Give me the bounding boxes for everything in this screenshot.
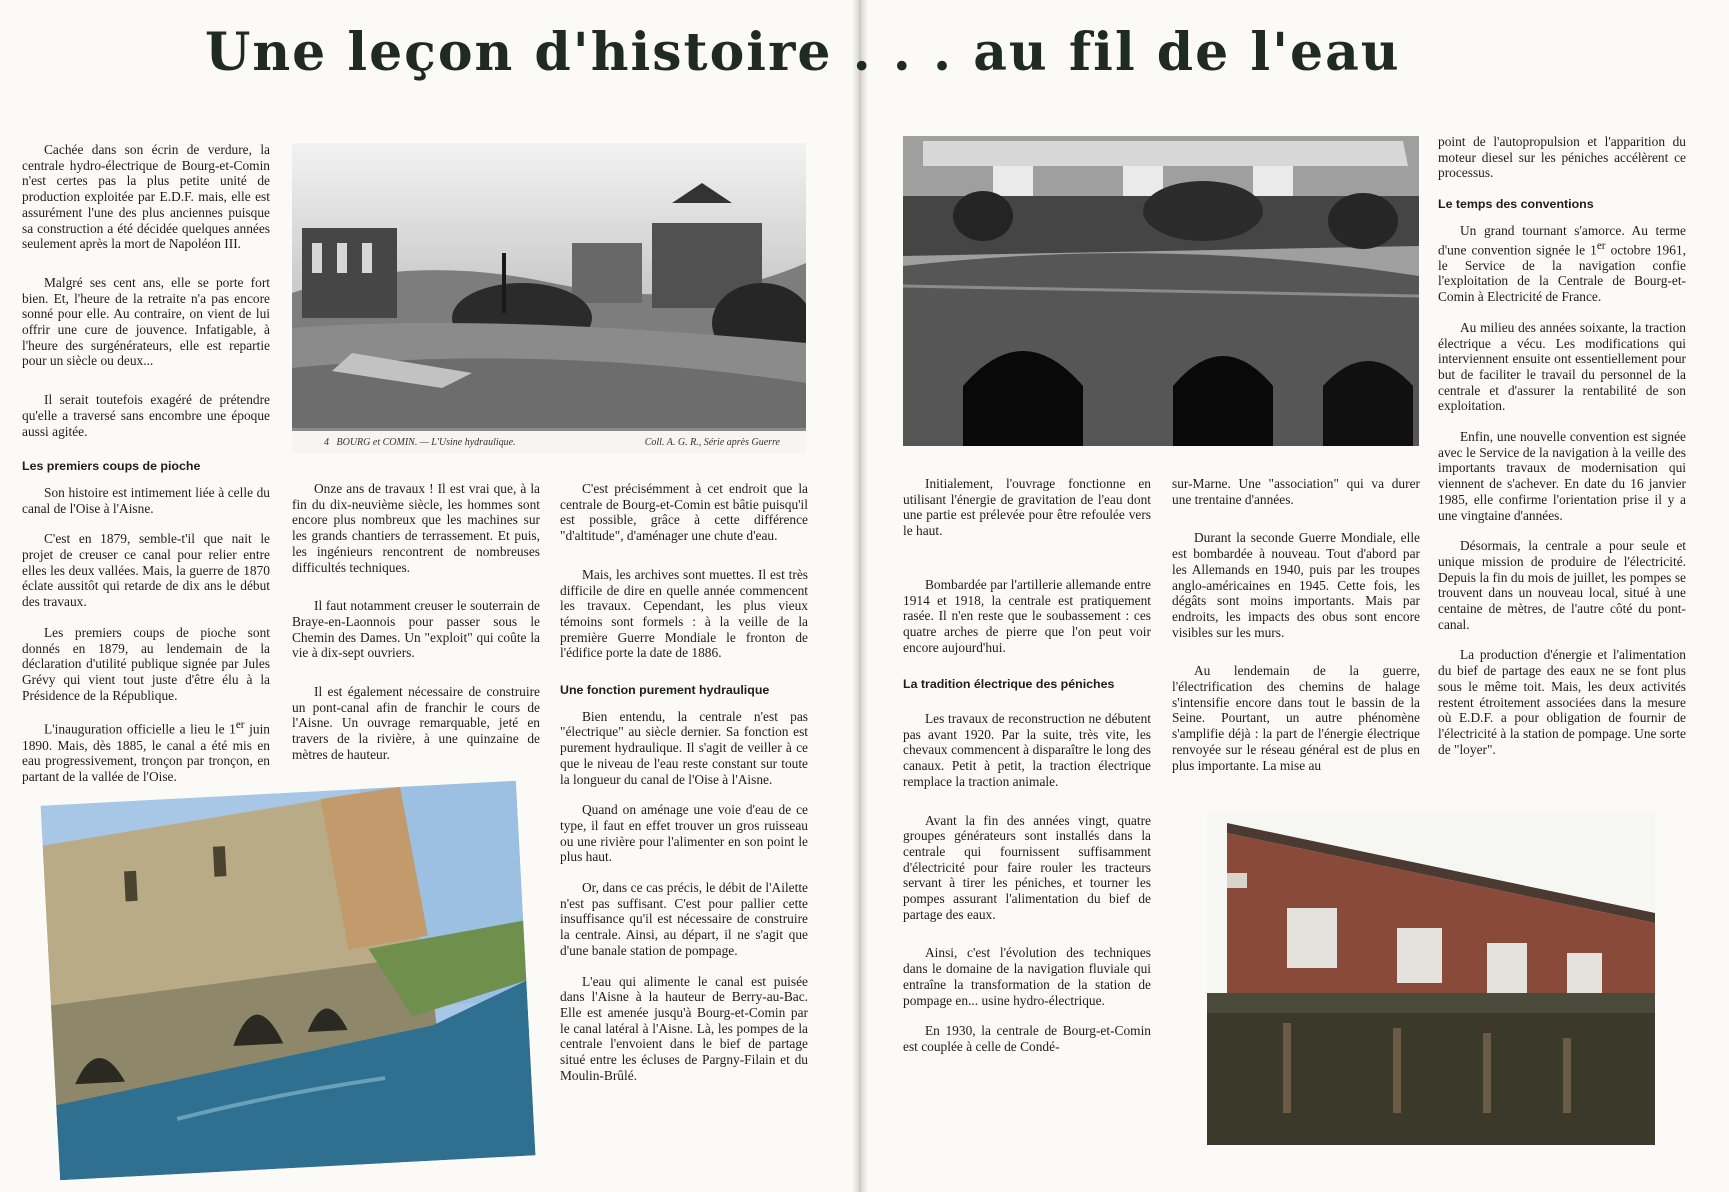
paragraph: Ainsi, c'est l'évolution des techniques dans le domaine de la navigation fluviale qui entraîne la transformation de la station de pompage en... usine hydro-électrique. [903,945,1151,1008]
paragraph: Cachée dans son écrin de verdure, la centrale hydro-électrique de Bourg-et-Comin n'est certes pas la plus petite unité de production exploitée par E.D.F. mais, elle est assurément l'une des plus anciennes puisque sa construction a été décidée quelques années seulement après la mort de Napoléon III. [22,142,270,252]
text-run: juin 1890. Mais, dès 1885, le canal a été mis en eau progressivement, tronçon par tronçon, en partant de la vallée de l'Oise. [22,721,270,784]
section-heading: Le temps des conventions [1438,197,1594,212]
paragraph: En 1930, la centrale de Bourg-et-Comin est couplée à celle de Condé- [903,1023,1151,1054]
paragraph: point de l'autopropulsion et l'apparition du moteur diesel sur les péniches accélèrent ce processus. [1438,134,1686,181]
paragraph: Au milieu des années soixante, la traction électrique a vécu. Les modifications qui interviennent ensuite ont essentiellement pour but de faciliter le travail du personnel de la centrale et d'assurer la rentabilité de son exploitation. [1438,319,1686,414]
paragraph: Mais, les archives sont muettes. Il est très difficile de dire en quelle année commencent les travaux. Cependant, les plus vieux témoins sont formels : à la veille de la première Guerre Mondiale le fronton de l'édifice porte la date de 1886. [560,566,808,661]
text-run: L'inauguration officielle a lieu le 1 [44,721,236,737]
paragraph: Les travaux de reconstruction ne débutent pas avant 1920. Par la suite, très vite, les chevaux commencent à disparaître le long des canaux. Petit à petit, la traction électrique remplace la traction animale. [903,711,1151,789]
paragraph: Il est également nécessaire de construire un pont-canal afin de franchir le cours de l'Aisne. Un ouvrage remarquable, jeté en travers de la rivière, à une quinzaine de mètres de hauteur. [292,684,540,762]
left-column-3 [560,481,808,1099]
paragraph: Or, dans ce cas précis, le débit de l'Ailette n'est pas suffisant. C'est pour pallier cette insuffisance qu'il est nécessaire de construire la centrale. Ainsi, au départ, il ne s'agit que d'une banale station de pompage. [560,880,808,958]
photo-bombed-factory-ruins [903,136,1419,446]
section-heading: Les premiers coups de pioche [22,459,201,474]
paragraph: Enfin, une nouvelle convention est signée avec le Service de la navigation à la veille des importants travaux de modernisation qui viennent de s'achever. En date du 16 janvier 1985, elle confirme l'orientation prise il y a une vingtaine d'années. [1438,429,1686,523]
paragraph: Il serait toutefois exagéré de prétendre qu'elle a traversé sans encombre une époque aussi agitée. [22,392,270,439]
paragraph [22,718,270,784]
paragraph: sur-Marne. Une "association" qui va durer une trentaine d'années. [1172,476,1420,507]
postcard-caption [292,431,806,453]
right-column-2 [1172,476,1420,788]
paragraph: Il faut notamment creuser le souterrain de Braye-en-Laonnois pour passer sous le Chemin des Dames. Un "exploit" qui coûte la vie à dix-sept ouvriers. [292,598,540,661]
paragraph: Avant la fin des années vingt, quatre groupes générateurs sont installés dans la centrale qui fournissent suffisamment d'électricité pour faire rouler les tracteurs servant à tirer les péniches, et tourner les pompes assurant l'alimentation du bief de partage des eaux. [903,812,1151,922]
paragraph: Désormais, la centrale a pour seule et unique mission de produire de l'électricité. Depuis la fin du mois de juillet, les pompes se trouvent dans un nouveau local, situé à une centaine de mètres, de l'autre côté du pont-canal. [1438,538,1686,632]
left-column-1 [22,142,270,800]
section-heading: Une fonction purement hydraulique [560,683,770,698]
paragraph: Bien entendu, la centrale n'est pas "électrique" au siècle dernier. Sa fonction est purement hydraulique. Il s'agit de veiller à ce que le niveau de l'eau reste constant sur toute la longueur du canal de l'Oise à l'Aisne. [560,708,808,787]
postcard-credit: Coll. A. G. R., Série après Guerre [644,436,780,448]
left-column-2 [292,481,540,778]
paragraph: Les premiers coups de pioche sont donnés en 1879, au lendemain de la déclaration d'utilité publique signée par Jules Grévy qui vient tout juste d'être élu à la Présidence de la République. [22,624,270,703]
right-column-1 [903,476,1151,1070]
photo-stone-arches-river [41,781,536,1180]
paragraph: Au lendemain de la guerre, l'électrification des chemins de halage s'intensifie encore dans tout le bassin de la Seine. Pourtant, un autre phénomène s'amplifie déjà : la part de l'énergie électrique renvoyée sur le réseau général est de plus en plus importante. La mise au [1172,663,1420,773]
article-title: Une leçon d'histoire . . . au fil de l'eau [205,22,1401,83]
superscript: er [235,719,245,732]
postcard-number: 4 [324,436,329,448]
paragraph: L'eau qui alimente le canal est puisée dans l'Aisne à la hauteur de Berry-au-Bac. Elle est amenée jusqu'à Bourg-et-Comin par le canal latéral à l'Aisne. Là, les pompes de la centrale l'envoient dans le bief de partage situé entre les écluses de Pargny-Filain et du Moulin-Brûlé. [560,973,808,1083]
postcard-title: BOURG et COMIN. — L'Usine hydraulique. [336,436,516,448]
paragraph: Bombardée par l'artillerie allemande entre 1914 et 1918, la centrale est pratiquement rasée. Il n'en reste que le soubassement : ces quatre arches de pierre que l'on peut voir encore aujourd'hui. [903,576,1151,655]
photo-brick-power-station [1207,813,1655,1145]
paragraph: La production d'énergie et l'alimentation du bief de partage des eaux ne se font plus sous le même toit. Mais, les deux activités restent étroitement associées dans la mesure où E.D.F. a pour obligation de fournir de l'électricité à la station de pompage. Une sorte de "loyer". [1438,647,1686,757]
paragraph: Son histoire est intimement liée à celle du canal de l'Oise à l'Aisne. [22,484,270,516]
paragraph: Quand on aménage une voie d'eau de ce type, il faut en effet trouver un gros ruisseau ou une rivière pour l'alimenter en son point le plus haut. [560,802,808,865]
section-heading: La tradition électrique des péniches [903,677,1115,692]
paragraph: Onze ans de travaux ! Il est vrai que, à la fin du dix-neuvième siècle, les hommes sont encore plus nombreux que les machines sur les grands chantiers de terrassement. Et puis, les ingénieurs rencontrent de nombreuses difficultés techniques. [292,481,540,575]
photo-old-factory-postcard [292,143,806,453]
right-column-3 [1438,134,1686,772]
paragraph: C'est en 1879, semble-t'il que nait le projet de creuser ce canal pour relier entre elles les deux vallées. Mais, la guerre de 1870 éclate aussitôt qui retarde de dix ans le début des travaux. [22,531,270,610]
paragraph: C'est précisémment à cet endroit que la centrale de Bourg-et-Comin est bâtie puisqu'il est possible, grâce à cette différence "d'altitude", d'aménager une chute d'eau. [560,481,808,544]
page-gutter [852,0,868,1192]
paragraph: Malgré ses cent ans, elle se porte fort bien. Et, l'heure de la retraite n'a pas encore sonné pour elle. Au contraire, on vient de lui offrir une cure de jouvence. Infatigable, à l'heure des surgénérateurs, elle est repartie pour un siècle ou deux... [22,274,270,369]
paragraph: Durant la seconde Guerre Mondiale, elle est bombardée à nouveau. Tout d'abord par les Allemands en 1940, puis par les troupes anglo-américaines en 1945. Cette fois, les dégâts sont moins importants. Mais par endroits, les impacts des obus sont encore visibles sur les murs. [1172,530,1420,640]
text-run: octobre 1961, le Service de la navigation confie l'exploitation de la Centrale de Bourg-et-Comin à Electricité de France. [1438,241,1686,305]
superscript: er [1596,239,1606,252]
paragraph: Initialement, l'ouvrage fonctionne en utilisant l'énergie de gravitation de l'eau dont une partie est prélevée pour être refoulée vers le haut. [903,476,1151,539]
paragraph [1438,223,1686,305]
text-run: Un grand tournant s'amorce. Au terme d'une convention signée le 1 [1438,222,1686,257]
